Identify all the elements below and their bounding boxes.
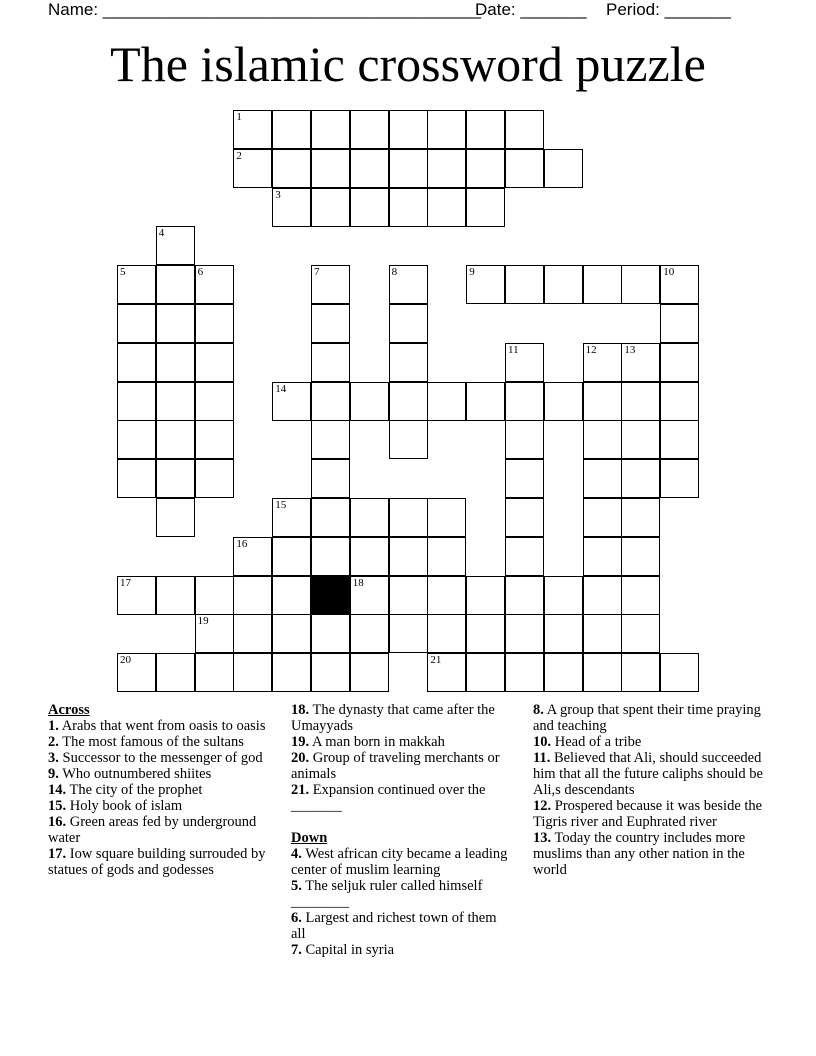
grid-cell[interactable] — [389, 576, 428, 615]
clue-item — [48, 750, 276, 766]
clue-number-label: 1. — [48, 718, 59, 734]
grid-cell[interactable] — [660, 653, 699, 692]
grid-cell[interactable] — [389, 343, 428, 382]
clue-text: Prospered because it was beside the Tigris river and Euphrated river — [533, 798, 763, 830]
grid-cell[interactable] — [272, 653, 311, 692]
grid-cell[interactable] — [544, 614, 583, 653]
grid-cell[interactable] — [156, 459, 195, 498]
grid-cell[interactable] — [621, 498, 660, 537]
clue-number-label: 15. — [48, 798, 67, 814]
clue-number: 4 — [158, 227, 165, 240]
grid-cell[interactable] — [583, 614, 622, 653]
grid-cell[interactable] — [427, 149, 466, 188]
grid-cell[interactable] — [311, 304, 350, 343]
grid-cell[interactable] — [583, 576, 622, 615]
clue-text: Green areas fed by underground water — [48, 814, 257, 846]
clue-text: Arabs that went from oasis to oasis — [58, 718, 266, 734]
clue-text: Head of a tribe — [551, 734, 642, 750]
clue-text: Today the country includes more muslims than any other nation in the world — [533, 830, 746, 878]
grid-cell[interactable] — [544, 149, 583, 188]
grid-cell[interactable] — [389, 265, 428, 304]
clue-number: 7 — [314, 266, 320, 279]
grid-cell[interactable] — [583, 653, 622, 692]
grid-cell[interactable] — [427, 576, 466, 615]
grid-cell[interactable] — [660, 459, 699, 498]
grid-cell[interactable] — [195, 265, 234, 304]
period-field-label[interactable]: Period: _______ — [606, 0, 731, 19]
grid-cell[interactable] — [466, 614, 505, 653]
date-field-label[interactable]: Date: _______ — [475, 0, 587, 19]
grid-cell[interactable] — [311, 653, 350, 692]
down-heading: Down — [291, 830, 328, 846]
spacer — [291, 814, 511, 830]
grid-cell[interactable] — [427, 537, 466, 576]
clue-number-label: 20. — [291, 750, 310, 766]
clue-number: 21 — [430, 654, 442, 667]
grid-cell[interactable] — [156, 304, 195, 343]
grid-cell[interactable] — [660, 382, 699, 421]
grid-cell[interactable] — [350, 382, 389, 421]
grid-cell[interactable] — [427, 110, 466, 149]
grid-cell[interactable] — [544, 382, 583, 421]
grid-cell[interactable] — [350, 149, 389, 188]
clue-number-label: 12. — [533, 798, 552, 814]
clue-text: Holy book of islam — [66, 798, 183, 814]
clue-number: 19 — [197, 615, 209, 628]
clue-item — [533, 798, 765, 830]
clue-item — [48, 798, 276, 814]
clue-item — [291, 750, 511, 782]
grid-cell[interactable] — [156, 420, 195, 459]
grid-cell[interactable] — [621, 459, 660, 498]
clue-text: Who outnumbered shiites — [58, 766, 212, 782]
clue-text: A group that spent their time praying and teaching — [533, 702, 761, 734]
grid-cell[interactable] — [311, 498, 350, 537]
clue-item — [291, 910, 511, 942]
grid-cell[interactable] — [233, 614, 272, 653]
clue-number: 9 — [469, 266, 475, 279]
grid-cell[interactable] — [427, 382, 466, 421]
grid-cell[interactable] — [156, 653, 195, 692]
grid-cell[interactable] — [427, 614, 466, 653]
grid-cell[interactable] — [389, 149, 428, 188]
clue-item — [48, 814, 276, 846]
grid-cell[interactable] — [505, 537, 544, 576]
clue-item — [48, 782, 276, 798]
clue-text: The dynasty that came after the Umayyads — [291, 702, 495, 734]
clue-text: The most famous of the sultans — [58, 734, 244, 750]
grid-cell[interactable] — [505, 382, 544, 421]
clue-number-label: 3. — [48, 750, 59, 766]
grid-cell[interactable] — [195, 459, 234, 498]
clue-item — [291, 942, 511, 958]
clue-number: 11 — [508, 343, 519, 356]
grid-cell[interactable] — [272, 576, 311, 615]
grid-cell[interactable] — [505, 110, 544, 149]
grid-cell[interactable] — [389, 110, 428, 149]
grid-cell[interactable] — [660, 265, 699, 304]
grid-cell[interactable] — [117, 653, 156, 692]
clue-number: 13 — [624, 343, 636, 356]
clues-column-3 — [533, 702, 765, 878]
clue-number-label: 4. — [291, 846, 302, 862]
clue-number-label: 19. — [291, 734, 310, 750]
clue-number: 6 — [197, 266, 204, 279]
clue-text: Expansion continued over the _______ — [291, 782, 486, 814]
grid-cell[interactable] — [505, 498, 544, 537]
clue-number: 10 — [663, 266, 675, 279]
grid-cell[interactable] — [389, 498, 428, 537]
clues-column-1 — [48, 702, 276, 878]
grid-cell[interactable] — [505, 653, 544, 692]
grid-cell[interactable] — [233, 537, 272, 576]
grid-cell[interactable] — [427, 653, 466, 692]
clue-number-label: 14. — [48, 782, 67, 798]
grid-cell[interactable] — [544, 653, 583, 692]
grid-cell[interactable] — [389, 420, 428, 459]
clue-item — [48, 734, 276, 750]
grid-cell[interactable] — [195, 576, 234, 615]
grid-cell[interactable] — [505, 420, 544, 459]
grid-cell[interactable] — [583, 343, 622, 382]
grid-cell[interactable] — [389, 537, 428, 576]
clue-item — [291, 878, 511, 910]
grid-cell[interactable] — [660, 304, 699, 343]
clue-number-label: 16. — [48, 814, 67, 830]
grid-cell[interactable] — [621, 614, 660, 653]
clue-number-label: 9. — [48, 766, 59, 782]
clue-number: 5 — [120, 266, 126, 279]
grid-cell[interactable] — [195, 420, 234, 459]
grid-cell[interactable] — [466, 576, 505, 615]
grid-cell[interactable] — [272, 537, 311, 576]
grid-cell[interactable] — [621, 537, 660, 576]
grid-cell[interactable] — [311, 420, 350, 459]
grid-cell[interactable] — [233, 653, 272, 692]
grid-cell[interactable] — [389, 304, 428, 343]
grid-cell[interactable] — [466, 149, 505, 188]
grid-cell[interactable] — [350, 537, 389, 576]
grid-cell[interactable] — [350, 576, 389, 615]
clue-number: 8 — [391, 266, 398, 279]
clue-item — [291, 782, 511, 814]
grid-cell[interactable] — [195, 304, 234, 343]
grid-cell[interactable] — [272, 498, 311, 537]
clue-number: 12 — [585, 343, 597, 356]
clue-number: 15 — [275, 499, 287, 511]
grid-cell[interactable] — [583, 498, 622, 537]
clue-text: Largest and richest town of them all — [291, 910, 497, 942]
grid-cell[interactable] — [583, 459, 622, 498]
clue-number-label: 11. — [533, 750, 551, 766]
grid-cell[interactable] — [505, 265, 544, 304]
grid-cell[interactable] — [544, 576, 583, 615]
grid-cell[interactable] — [660, 343, 699, 382]
clue-number-label: 6. — [291, 910, 302, 926]
across-heading: Across — [48, 702, 90, 718]
name-field-label[interactable]: Name: ________________________________________ — [48, 0, 481, 19]
clue-number-label: 13. — [533, 830, 552, 846]
clue-number: 3 — [275, 188, 281, 201]
page-title: The islamic crossword puzzle — [110, 36, 706, 92]
clue-text: Capital in syria — [301, 942, 395, 958]
clue-item — [533, 830, 765, 878]
grid-cell[interactable] — [505, 576, 544, 615]
grid-cell[interactable] — [117, 576, 156, 615]
grid-cell[interactable] — [233, 149, 272, 188]
clue-item — [48, 718, 276, 734]
grid-cell[interactable] — [583, 420, 622, 459]
grid-cell[interactable] — [621, 420, 660, 459]
grid-cell[interactable] — [156, 343, 195, 382]
grid-cell[interactable] — [117, 265, 156, 304]
clue-number-label: 5. — [291, 878, 302, 894]
grid-cell[interactable] — [350, 614, 389, 653]
clue-text: The seljuk ruler called himself ________ — [291, 878, 483, 910]
grid-cell[interactable] — [195, 382, 234, 421]
clue-text: Successor to the messenger of god — [58, 750, 263, 766]
grid-cell[interactable] — [156, 265, 195, 304]
grid-cell[interactable] — [389, 188, 428, 227]
grid-cell[interactable] — [621, 343, 660, 382]
grid-cell[interactable] — [311, 614, 350, 653]
grid-cell[interactable] — [466, 265, 505, 304]
grid-cell[interactable] — [156, 576, 195, 615]
clue-number-label: 7. — [291, 942, 302, 958]
grid-cell[interactable] — [350, 110, 389, 149]
grid-cell[interactable] — [505, 343, 544, 382]
grid-cell[interactable] — [389, 614, 428, 653]
grid-cell[interactable] — [117, 343, 156, 382]
grid-cell[interactable] — [660, 420, 699, 459]
grid-cell[interactable] — [389, 382, 428, 421]
grid-cell[interactable] — [272, 614, 311, 653]
grid-cell[interactable] — [195, 343, 234, 382]
grid-cell[interactable] — [117, 459, 156, 498]
clue-number-label: 21. — [291, 782, 310, 798]
grid-cell[interactable] — [117, 304, 156, 343]
clue-item — [291, 846, 511, 878]
grid-cell[interactable] — [311, 188, 350, 227]
clues-column-2 — [291, 702, 511, 958]
grid-cell[interactable] — [195, 614, 234, 653]
grid-cell[interactable] — [272, 188, 311, 227]
clue-number: 17 — [120, 576, 131, 589]
grid-cell[interactable] — [466, 188, 505, 227]
grid-cell[interactable] — [233, 110, 272, 149]
clue-number: 20 — [120, 654, 131, 667]
grid-cell[interactable] — [311, 149, 350, 188]
grid-cell[interactable] — [117, 420, 156, 459]
grid-cell[interactable] — [621, 576, 660, 615]
grid-cell[interactable] — [350, 498, 389, 537]
grid-cell[interactable] — [466, 653, 505, 692]
grid-cell[interactable] — [311, 382, 350, 421]
grid-cell[interactable] — [427, 188, 466, 227]
grid-cell[interactable] — [505, 614, 544, 653]
clue-text: Iow square building surrouded by statues of gods and godesses — [48, 846, 266, 878]
clue-item — [48, 846, 276, 878]
grid-cell[interactable] — [311, 265, 350, 304]
grid-cell[interactable] — [583, 537, 622, 576]
grid-cell[interactable] — [117, 382, 156, 421]
grid-cell[interactable] — [583, 265, 622, 304]
grid-cell[interactable] — [272, 149, 311, 188]
clue-item — [533, 734, 765, 750]
grid-block-black — [311, 576, 350, 615]
clue-number: 14 — [275, 382, 287, 395]
clue-number-label: 18. — [291, 702, 310, 718]
grid-cell[interactable] — [466, 110, 505, 149]
clue-text: The city of the prophet — [66, 782, 203, 798]
grid-cell[interactable] — [156, 382, 195, 421]
grid-cell[interactable] — [621, 382, 660, 421]
grid-cell[interactable] — [311, 459, 350, 498]
grid-cell[interactable] — [311, 343, 350, 382]
clue-text: Believed that Ali, should succeeded him that all the future caliphs should be Ali,s descendants — [533, 750, 763, 798]
grid-cell[interactable] — [505, 459, 544, 498]
grid-cell[interactable] — [272, 382, 311, 421]
clue-item — [291, 734, 511, 750]
clue-item — [291, 702, 511, 734]
clue-item — [48, 766, 276, 782]
clue-number: 18 — [352, 576, 364, 589]
grid-cell[interactable] — [311, 537, 350, 576]
grid-cell[interactable] — [621, 653, 660, 692]
clue-number-label: 10. — [533, 734, 552, 750]
clue-number-label: 2. — [48, 734, 59, 750]
clue-number: 1 — [236, 111, 242, 123]
clue-text: A man born in makkah — [309, 734, 445, 750]
clue-item — [533, 750, 765, 798]
clue-number-label: 17. — [48, 846, 67, 862]
grid-cell[interactable] — [233, 576, 272, 615]
grid-cell[interactable] — [156, 226, 195, 265]
grid-cell[interactable] — [195, 653, 234, 692]
grid-cell[interactable] — [311, 110, 350, 149]
grid-cell[interactable] — [427, 498, 466, 537]
clue-number: 2 — [236, 149, 242, 162]
clue-item — [533, 702, 765, 734]
clue-number: 16 — [236, 537, 248, 550]
grid-cell[interactable] — [544, 265, 583, 304]
grid-cell[interactable] — [350, 188, 389, 227]
clue-text: Group of traveling merchants or animals — [291, 750, 500, 782]
grid-cell[interactable] — [156, 498, 195, 537]
grid-cell[interactable] — [621, 265, 660, 304]
grid-cell[interactable] — [350, 653, 389, 692]
clue-number-label: 8. — [533, 702, 544, 718]
grid-cell[interactable] — [505, 149, 544, 188]
grid-cell[interactable] — [466, 382, 505, 421]
clue-text: West african city became a leading center of muslim learning — [291, 846, 508, 878]
grid-cell[interactable] — [583, 382, 622, 421]
grid-cell[interactable] — [272, 110, 311, 149]
